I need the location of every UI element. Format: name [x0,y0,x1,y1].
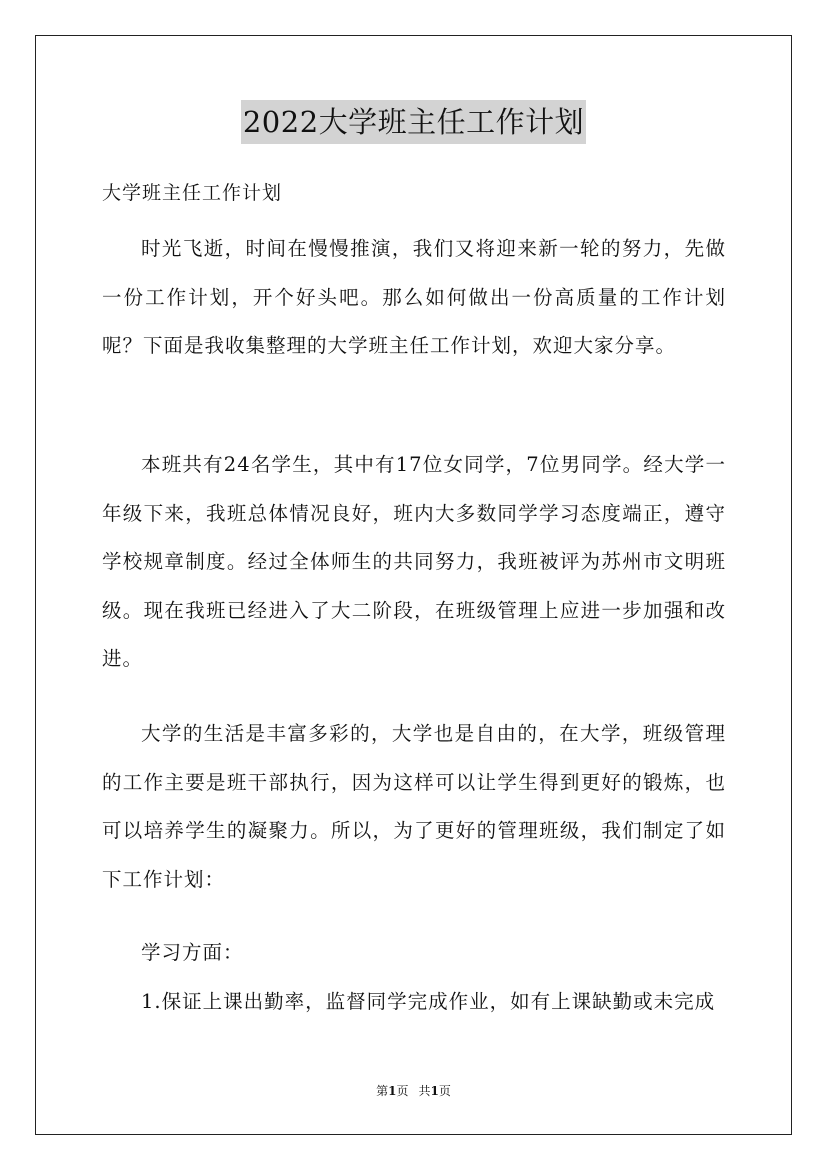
footer-page-current: 1 [388,1084,397,1098]
footer-page-suffix: 页 [396,1084,409,1098]
document-subtitle: 大学班主任工作计划 [102,182,283,204]
footer-total-prefix: 共 [418,1084,431,1098]
paragraph-class-overview: 本班共有24名学生，其中有17位女同学，7位男同学。经大学一年级下来，我班总体情况良好，班内大多数同学学习态度端正，遵守学校规章制度。经过全体师生的共同努力，我班被评为苏州市文明班级。现在我班已经进入了大二阶段，在班级管理上应进一步加强和改进。 [102,453,726,670]
document-title: 2022大学班主任工作计划 [241,100,586,144]
list-item-1: 1.保证上课出勤率，监督同学完成作业，如有上课缺勤或未完成 [141,990,716,1013]
section-heading-study: 学习方面： [141,941,244,964]
paragraph-management: 大学的生活是丰富多彩的，大学也是自由的，在大学，班级管理的工作主要是班干部执行，因为这样可以让学生得到更好的锻炼，也可以培养学生的凝聚力。所以，为了更好的管理班级，我们制定了如下工作计划： [102,722,726,891]
footer-page-prefix: 第 [376,1084,389,1098]
footer-total-pages: 1 [430,1084,439,1098]
paragraph-intro: 时光飞逝，时间在慢慢推演，我们又将迎来新一轮的努力，先做一份工作计划，开个好头吧。那么如何做出一份高质量的工作计划呢？下面是我收集整理的大学班主任工作计划，欢迎大家分享。 [102,237,726,357]
page-footer [0,1083,827,1099]
footer-total-suffix: 页 [438,1084,451,1098]
title-container [0,100,827,144]
